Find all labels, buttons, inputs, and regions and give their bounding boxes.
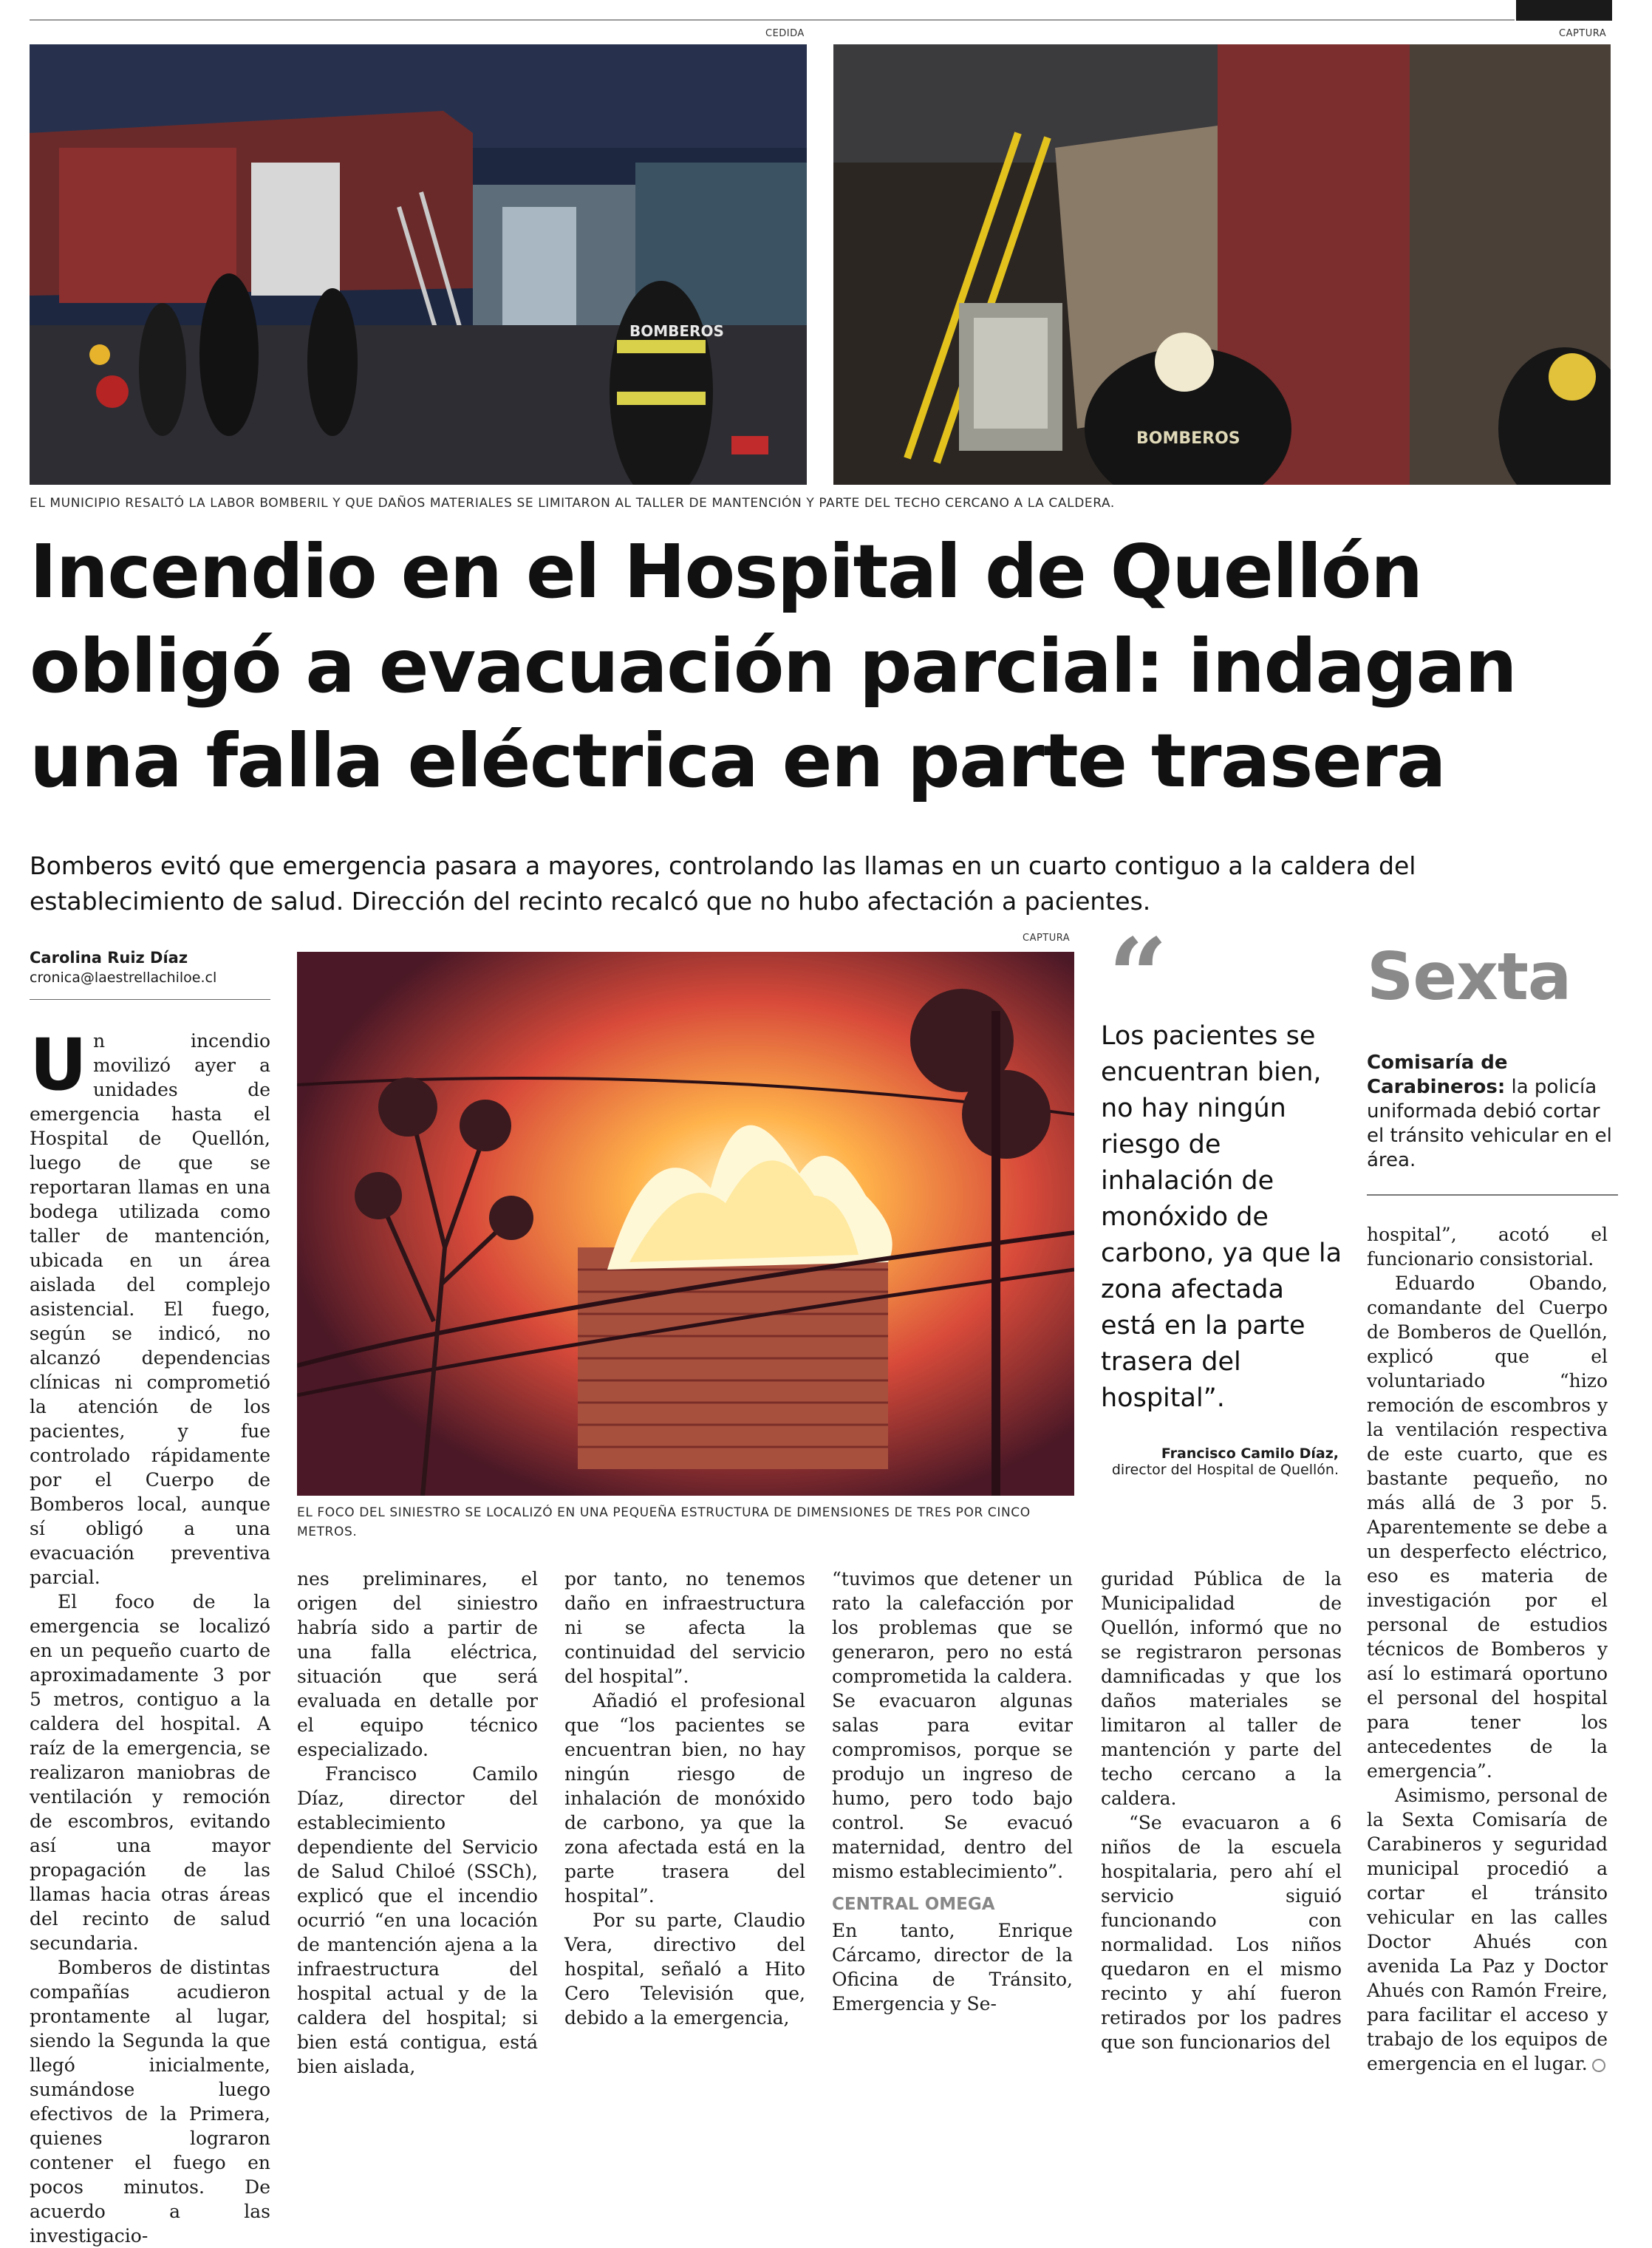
top-rule [30, 19, 1515, 21]
photo-credit-left: CEDIDA [765, 28, 805, 39]
quote-author-role: director del Hospital de Quellón. [1111, 1462, 1339, 1478]
col4-paragraph-2: En tanto, Enrique Cárcamo, director de la Oficina de Tránsito, Emergencia y Se- [832, 1920, 1073, 2014]
sidebar-rule [1367, 1194, 1618, 1196]
col6-paragraph-2: Eduardo Obando, comandante del Cuerpo de Bomberos de Quellón, explicó que el voluntariado “hizo remoción de escombros y la ventilación respectiva de este cuarto, que es bastante pequeño, no más allá de 3 por 5. Aparentemente se debe a un desperfecto eléctrico, eso es materia de investigación por el personal de estudios técnicos de Bomberos y así lo estimará oportuno el personal del hospital para tener los antecedentes de la emergencia”. [1367, 1273, 1608, 1782]
drop-cap: U [30, 1023, 87, 1106]
bomberos-label-1: BOMBEROS [629, 322, 724, 340]
col1-paragraph-3: Bomberos de distintas compañías acudieron prontamente al lugar, siendo la Segunda la que llegó inicialmente, sumándose luego efectivos de la Primera, quienes lograron contener el fuego en pocos minutos. De acuerdo a las investigacio- [30, 1957, 270, 2247]
col3-paragraph-1: por tanto, no tenemos daño en infraestructura ni se afecta la continuidad del servicio del hospital”. [564, 1568, 805, 1687]
article-column-2 [297, 1567, 538, 2079]
col2-paragraph-2: Francisco Camilo Díaz, director del establecimiento dependiente del Servicio de Salud Chiloé (SSCh), explicó que el incendio ocurrió “en una locación de mantención ajena a la infraestructura del hospital actual y de la caldera del hospital; si bien está contigua, está bien aislada, [297, 1763, 538, 2077]
photo-damaged-interior [833, 44, 1611, 485]
photo-credit-middle: CAPTURA [1023, 933, 1071, 944]
sidebar-bold-lead: Comisaría de Carabineros: [1367, 1052, 1508, 1098]
top-corner-block [1516, 0, 1612, 21]
headline-line-1: Incendio en el Hospital de Quellón [30, 528, 1422, 615]
col5-paragraph-2: “Se evacuaron a 6 niños de la escuela hospitalaria, pero ahí el servicio siguió funcionando con normalidad. Los niños quedaron en el mismo recinto y ahí fueron retirados por los padres que son funcionarios del [1101, 1812, 1342, 2053]
deck-line-2: establecimiento de salud. Dirección del recinto recalcó que no hubo afectación a pacientes. [30, 887, 1151, 916]
headline [30, 525, 1618, 808]
quote-attribution [1101, 1445, 1339, 1478]
quote-author-name: Francisco Camilo Díaz, [1161, 1445, 1339, 1462]
pull-quote: Los pacientes se encuentran bien, no hay ningún riesgo de inhalación de monóxido de carbono, ya que la zona afectada está en la parte trasera del hospital”. [1101, 1021, 1342, 1413]
deck-line-1: Bomberos evitó que emergencia pasara a mayores, controlando las llamas en un cuarto contiguo a la caldera del [30, 851, 1416, 880]
col1-paragraph-2: El foco de la emergencia se localizó en un pequeño cuarto de aproximadamente 3 por 5 metros, contiguo a la caldera del hospital. A raíz de la emergencia, se realizaron maniobras de ventilación y remoción de escombros, evitando así una mayor propagación de las llamas hacia otras áreas del recinto de salud secundaria. [30, 1591, 270, 1954]
photo-firefighters-exterior [30, 44, 807, 485]
article-column-6 [1367, 1222, 1608, 2076]
sidebar-text [1367, 1051, 1618, 1173]
col6-paragraph-1: hospital”, acotó el funcionario consistorial. [1367, 1224, 1608, 1270]
photo-credit-right: CAPTURA [1559, 28, 1607, 39]
bomberos-label-2: BOMBEROS [1136, 429, 1240, 448]
article-column-1 [30, 1023, 270, 2248]
col2-paragraph-1: nes preliminares, el origen del siniestro habría sido a partir de una falla eléctrica, situación que será evaluada en detalle por el equipo técnico especializado. [297, 1568, 538, 1760]
top-photo-caption: EL MUNICIPIO RESALTÓ LA LABOR BOMBERIL Y QUE DAÑOS MATERIALES SE LIMITARON AL TALLER DE MANTENCIÓN Y PARTE DEL TECHO CERCANO A LA CALDERA. [30, 496, 1115, 511]
col1-paragraph-1: n incendio movilizó ayer a unidades de emergencia hasta el Hospital de Quellón, luego de que se reportaran llamas en una bodega utilizada como taller de mantención, ubicada en un área aislada del complejo asistencial. El fuego, según se indicó, no alcanzó dependencias clínicas ni comprometió la atención de los pacientes, y fue controlado rápidamente por el Cuerpo de Bomberos local, aunque sí obligó a una evacuación preventiva parcial. [30, 1030, 270, 1588]
article-column-5 [1101, 1567, 1342, 2054]
sidebar-title: Sexta [1367, 939, 1571, 1015]
quote-mark: “ [1108, 916, 1168, 1038]
fire-photo-caption: EL FOCO DEL SINIESTRO SE LOCALIZÓ EN UNA PEQUEÑA ESTRUCTURA DE DIMENSIONES DE TRES POR CINCO METROS. [297, 1505, 1031, 1539]
byline-rule [30, 999, 270, 1000]
deck [30, 848, 1633, 919]
article-column-4 [832, 1567, 1073, 2016]
headline-line-3: una falla eléctrica en parte trasera [30, 718, 1446, 804]
photo-fire [297, 952, 1074, 1496]
col3-paragraph-3: Por su parte, Claudio Vera, directivo del hospital, señaló a Hito Cero Televisión que, debido a la emergencia, [564, 1910, 805, 2029]
byline-author: Carolina Ruiz Díaz [30, 949, 188, 967]
col4-paragraph-1: “tuvimos que detener un rato la calefacción por los problemas que se generaron, pero no está comprometida la caldera. Se evacuaron algunas salas para evitar compromisos, porque se produjo un ingreso de humo, pero todo bajo control. Se evacuó maternidad, dentro del mismo establecimiento”. [832, 1568, 1073, 1882]
byline-email: cronica@laestrellachiloe.cl [30, 970, 217, 986]
sidebar-body: la policía uniformada debió cortar el tránsito vehicular en el área. [1367, 1076, 1612, 1171]
col6-paragraph-3: Asimismo, personal de la Sexta Comisaría de Carabineros y seguridad municipal procedió a cortar el tránsito vehicular en las calles Doctor Ahués con avenida La Paz y Doctor Ahués con Ramón Freire, para facilitar el acceso y trabajo de los equipos de emergencia en el lugar. [1367, 1785, 1608, 2074]
article-column-3 [564, 1567, 805, 2030]
subhead-central-omega: CENTRAL OMEGA [832, 1895, 995, 1914]
end-of-article-icon [1592, 2059, 1605, 2072]
col5-paragraph-1: guridad Pública de la Municipalidad de Quellón, informó que no se registraron personas damnificadas y que los daños materiales se limitaron al taller de mantención y parte del techo cercano a la caldera. [1101, 1568, 1342, 1809]
col3-paragraph-2: Añadió el profesional que “los pacientes se encuentran bien, no hay ningún riesgo de inhalación de monóxido de carbono, ya que la zona afectada está en la parte trasera del hospital”. [564, 1690, 805, 1907]
headline-line-2: obligó a evacuación parcial: indagan [30, 623, 1517, 709]
